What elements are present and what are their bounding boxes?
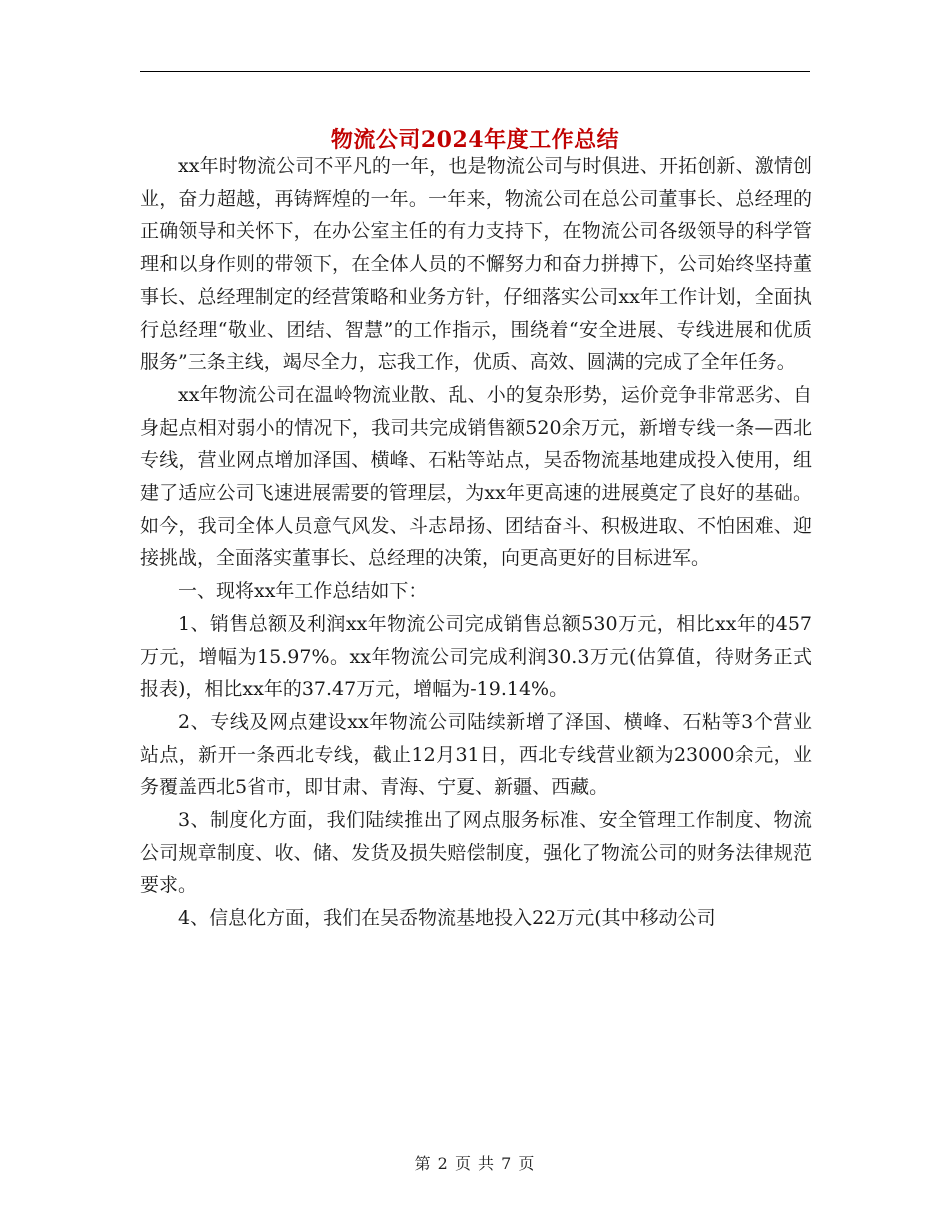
document-body	[140, 150, 812, 935]
paragraph-section-heading: 一、现将xx年工作总结如下：	[178, 580, 428, 603]
paragraph-situation: xx年物流公司在温岭物流业散、乱、小的复杂形势，运价竞争非常恶劣、自身起点相对弱小的情况下，我司共完成销售额520余万元，新增专线一条—西北专线，营业网点增加泽国、横峰、石粘等站点，吴岙物流基地建成投入使用，组建了适应公司飞速进展需要的管理层，为xx年更高速的进展奠定了良好的基础。如今，我司全体人员意气风发、斗志昂扬、团结奋斗、积极进取、不怕困难、迎接挑战，全面落实董事长、总经理的决策，向更高更好的目标进军。	[140, 383, 812, 570]
page-number: 第 2 页 共 7 页	[414, 1154, 536, 1173]
paragraph-informatization: 4、信息化方面，我们在吴岙物流基地投入22万元(其中移动公司	[178, 907, 716, 930]
paragraph-network: 2、专线及网点建设xx年物流公司陆续新增了泽国、横峰、石粘等3个营业站点，新开一条西北专线，截止12月31日，西北专线营业额为23000余元，业务覆盖西北5省市，即甘肃、青海、宁夏、新疆、西藏。	[140, 710, 812, 799]
header-rule	[140, 71, 810, 72]
document-title: 物流公司2024年度工作总结	[330, 126, 620, 153]
paragraph-regulations: 3、制度化方面，我们陆续推出了网点服务标准、安全管理工作制度、物流公司规章制度、收、储、发货及损失赔偿制度，强化了物流公司的财务法律规范要求。	[140, 809, 812, 897]
paragraph-sales-profit: 1、销售总额及利润xx年物流公司完成销售总额530万元，相比xx年的457万元，增幅为15.97%。xx年物流公司完成利润30.3万元(估算值，待财务正式报表)，相比xx年的37.47万元，增幅为-19.14%。	[140, 612, 812, 701]
paragraph-intro: xx年时物流公司不平凡的一年，也是物流公司与时俱进、开拓创新、激情创业，奋力超越，再铸辉煌的一年。一年来，物流公司在总公司董事长、总经理的正确领导和关怀下，在办公室主任的有力支持下，在物流公司各级领导的科学管理和以身作则的带领下，在全体人员的不懈努力和奋力拼搏下，公司始终坚持董事长、总经理制定的经营策略和业务方针，仔细落实公司xx年工作计划，全面执行总经理“敬业、团结、智慧”的工作指示，围绕着“安全进展、专线进展和优质服务”三条主线，竭尽全力，忘我工作，优质、高效、圆满的完成了全年任务。	[140, 155, 812, 374]
